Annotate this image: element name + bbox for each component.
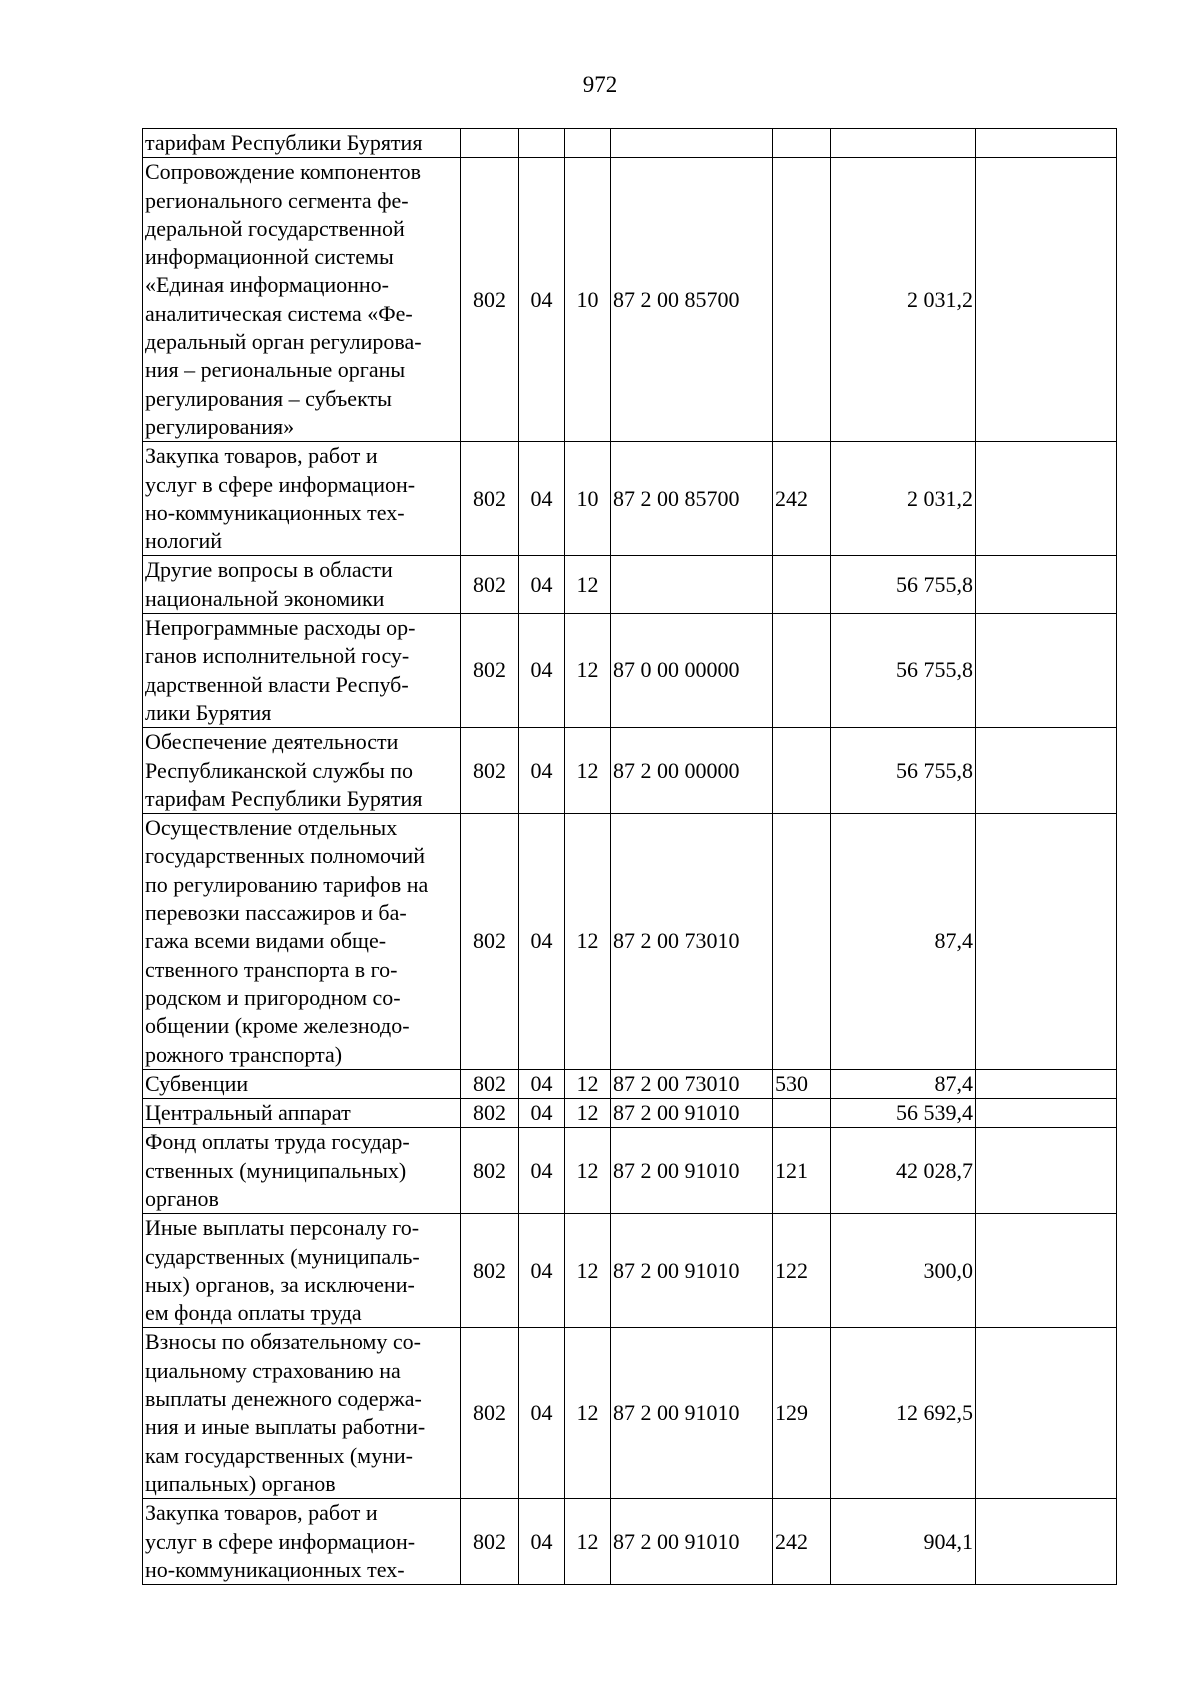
cell-section-code: 04 [519,1128,565,1214]
cell-expense-type [773,556,831,614]
cell-target-article: 87 2 00 00000 [611,728,773,814]
cell-subsection-code: 12 [565,1328,611,1499]
item-name-line: деральной государственной [145,215,405,241]
table-row [143,1128,1117,1214]
item-name-line: аналитическая система «Фе- [145,300,413,326]
cell-expense-type [773,158,831,442]
cell-amount: 300,0 [831,1214,976,1328]
item-name-line: общении (кроме железнодо- [145,1013,410,1039]
cell-section-code: 04 [519,1069,565,1098]
cell-section-code: 04 [519,1099,565,1128]
cell-target-article: 87 2 00 91010 [611,1499,773,1585]
table-row [143,129,1117,158]
cell-ministry-code [461,129,519,158]
cell-expense-type: 129 [773,1328,831,1499]
cell-item-name [143,1328,461,1499]
item-name-line: ственного транспорта в го- [145,956,398,982]
cell-section-code: 04 [519,158,565,442]
cell-target-article: 87 2 00 73010 [611,1069,773,1098]
cell-ministry-code: 802 [461,556,519,614]
cell-extra [976,442,1117,556]
cell-target-article: 87 2 00 85700 [611,442,773,556]
item-name-line: кам государственных (муни- [145,1442,413,1468]
cell-amount: 87,4 [831,814,976,1070]
cell-amount: 2 031,2 [831,442,976,556]
cell-subsection-code: 12 [565,1499,611,1585]
cell-target-article: 87 2 00 91010 [611,1214,773,1328]
cell-target-article: 87 2 00 91010 [611,1328,773,1499]
item-name-line: государственных полномочий [145,843,426,869]
cell-item-name [143,1499,461,1585]
item-name-line: Закупка товаров, работ и [145,443,378,469]
item-name-line: ципальных) органов [145,1470,336,1496]
cell-subsection-code: 12 [565,728,611,814]
table-row [143,1069,1117,1098]
item-name-line: Обеспечение деятельности [145,729,399,755]
cell-amount: 56 755,8 [831,614,976,728]
item-name-line: услуг в сфере информацион- [145,1528,416,1554]
cell-item-name [143,1099,461,1128]
cell-expense-type: 122 [773,1214,831,1328]
cell-ministry-code: 802 [461,1499,519,1585]
cell-extra [976,158,1117,442]
table-row [143,728,1117,814]
cell-subsection-code [565,129,611,158]
cell-amount: 56 755,8 [831,728,976,814]
cell-item-name [143,728,461,814]
item-name-line: родском и пригородном со- [145,984,401,1010]
cell-subsection-code: 12 [565,556,611,614]
cell-section-code: 04 [519,1214,565,1328]
item-name-line: ния – региональные органы [145,357,406,383]
table-row [143,1328,1117,1499]
cell-expense-type [773,129,831,158]
item-name-line: Иные выплаты персоналу го- [145,1215,420,1241]
cell-amount: 87,4 [831,1069,976,1098]
item-name-line: органов [145,1185,219,1211]
item-name-line: Другие вопросы в области [145,557,393,583]
item-name-line: нологий [145,528,223,554]
item-name-line: услуг в сфере информацион- [145,471,416,497]
cell-item-name [143,442,461,556]
table-row [143,1099,1117,1128]
item-name-line: ственных (муниципальных) [145,1157,407,1183]
item-name-line: Осуществление отдельных [145,815,398,841]
item-name-line: деральный орган регулирова- [145,329,422,355]
cell-subsection-code: 12 [565,1128,611,1214]
item-name-line: но-коммуникационных тех- [145,499,405,525]
item-name-line: Фонд оплаты труда государ- [145,1129,410,1155]
cell-ministry-code: 802 [461,1328,519,1499]
cell-expense-type: 242 [773,1499,831,1585]
table-row [143,442,1117,556]
cell-extra [976,614,1117,728]
item-name-line: лики Бурятия [145,699,272,725]
cell-subsection-code: 12 [565,614,611,728]
item-name-line: «Единая информационно- [145,272,389,298]
item-name-line: ганов исполнительной госу- [145,643,410,669]
item-name-line: выплаты денежного содержа- [145,1386,422,1412]
cell-section-code: 04 [519,728,565,814]
cell-expense-type: 121 [773,1128,831,1214]
cell-amount: 42 028,7 [831,1128,976,1214]
item-name-line: Непрограммные расходы ор- [145,615,416,641]
cell-amount: 56 755,8 [831,556,976,614]
cell-section-code: 04 [519,1499,565,1585]
item-name-line: Закупка товаров, работ и [145,1500,378,1526]
cell-section-code [519,129,565,158]
cell-ministry-code: 802 [461,158,519,442]
cell-extra [976,814,1117,1070]
cell-target-article [611,556,773,614]
table-row [143,614,1117,728]
cell-extra [976,1328,1117,1499]
cell-amount: 904,1 [831,1499,976,1585]
item-name-line: Взносы по обязательному со- [145,1329,421,1355]
item-name-line: но-коммуникационных тех- [145,1556,405,1582]
cell-item-name [143,556,461,614]
cell-extra [976,129,1117,158]
budget-table [142,128,1117,1585]
item-name-line: циальному страхованию на [145,1357,401,1383]
cell-target-article: 87 2 00 91010 [611,1128,773,1214]
item-name-line: регионального сегмента фе- [145,187,409,213]
cell-ministry-code: 802 [461,614,519,728]
cell-subsection-code: 12 [565,1214,611,1328]
table-row [143,1214,1117,1328]
cell-ministry-code: 802 [461,728,519,814]
item-name-line: регулирования» [145,413,295,439]
cell-section-code: 04 [519,1328,565,1499]
item-name-line: регулирования – субъекты [145,385,392,411]
cell-item-name [143,158,461,442]
cell-extra [976,1128,1117,1214]
cell-expense-type [773,614,831,728]
cell-extra [976,556,1117,614]
cell-expense-type: 242 [773,442,831,556]
cell-target-article [611,129,773,158]
cell-amount: 2 031,2 [831,158,976,442]
cell-item-name [143,814,461,1070]
cell-target-article: 87 2 00 85700 [611,158,773,442]
item-name-line: гажа всеми видами обще- [145,928,387,954]
item-name-line: информационной системы [145,244,394,270]
item-name-line: ных) органов, за исключени- [145,1271,415,1297]
item-name-line: Сопровождение компонентов [145,159,421,185]
cell-ministry-code: 802 [461,442,519,556]
item-name-line: дарственной власти Респуб- [145,671,409,697]
cell-item-name [143,1069,461,1098]
table-body [143,129,1117,1585]
cell-ministry-code: 802 [461,1099,519,1128]
cell-amount [831,129,976,158]
cell-subsection-code: 12 [565,814,611,1070]
cell-target-article: 87 2 00 91010 [611,1099,773,1128]
cell-section-code: 04 [519,614,565,728]
cell-subsection-code: 12 [565,1069,611,1098]
item-name-line: Центральный аппарат [145,1100,351,1126]
cell-extra [976,1069,1117,1098]
table-row [143,158,1117,442]
page-number: 972 [582,72,618,97]
cell-extra [976,1499,1117,1585]
item-name-line: рожного транспорта) [145,1041,343,1067]
cell-expense-type [773,1099,831,1128]
item-name-line: Республиканской службы по [145,757,414,783]
item-name-line: ния и иные выплаты работни- [145,1414,426,1440]
cell-expense-type [773,814,831,1070]
cell-target-article: 87 0 00 00000 [611,614,773,728]
table-row [143,1499,1117,1585]
cell-section-code: 04 [519,442,565,556]
cell-item-name [143,129,461,158]
item-name-line: тарифам Республики Бурятия [145,785,423,811]
cell-ministry-code: 802 [461,1128,519,1214]
cell-ministry-code: 802 [461,1069,519,1098]
cell-item-name [143,1128,461,1214]
cell-item-name [143,614,461,728]
cell-ministry-code: 802 [461,814,519,1070]
cell-section-code: 04 [519,814,565,1070]
item-name-line: ем фонда оплаты труда [145,1300,362,1326]
item-name-line: тарифам Республики Бурятия [145,130,423,155]
cell-extra [976,1099,1117,1128]
item-name-line: сударственных (муниципаль- [145,1243,420,1269]
cell-subsection-code: 10 [565,442,611,556]
item-name-line: по регулированию тарифов на [145,871,429,897]
item-name-line: перевозки пассажиров и ба- [145,900,407,926]
cell-extra [976,728,1117,814]
cell-subsection-code: 10 [565,158,611,442]
cell-expense-type: 530 [773,1069,831,1098]
table-row [143,814,1117,1070]
cell-section-code: 04 [519,556,565,614]
cell-expense-type [773,728,831,814]
item-name-line: Субвенции [145,1070,249,1096]
table-row [143,556,1117,614]
cell-amount: 12 692,5 [831,1328,976,1499]
cell-amount: 56 539,4 [831,1099,976,1128]
item-name-line: национальной экономики [145,585,385,611]
cell-extra [976,1214,1117,1328]
cell-item-name [143,1214,461,1328]
cell-ministry-code: 802 [461,1214,519,1328]
cell-subsection-code: 12 [565,1099,611,1128]
cell-target-article: 87 2 00 73010 [611,814,773,1070]
